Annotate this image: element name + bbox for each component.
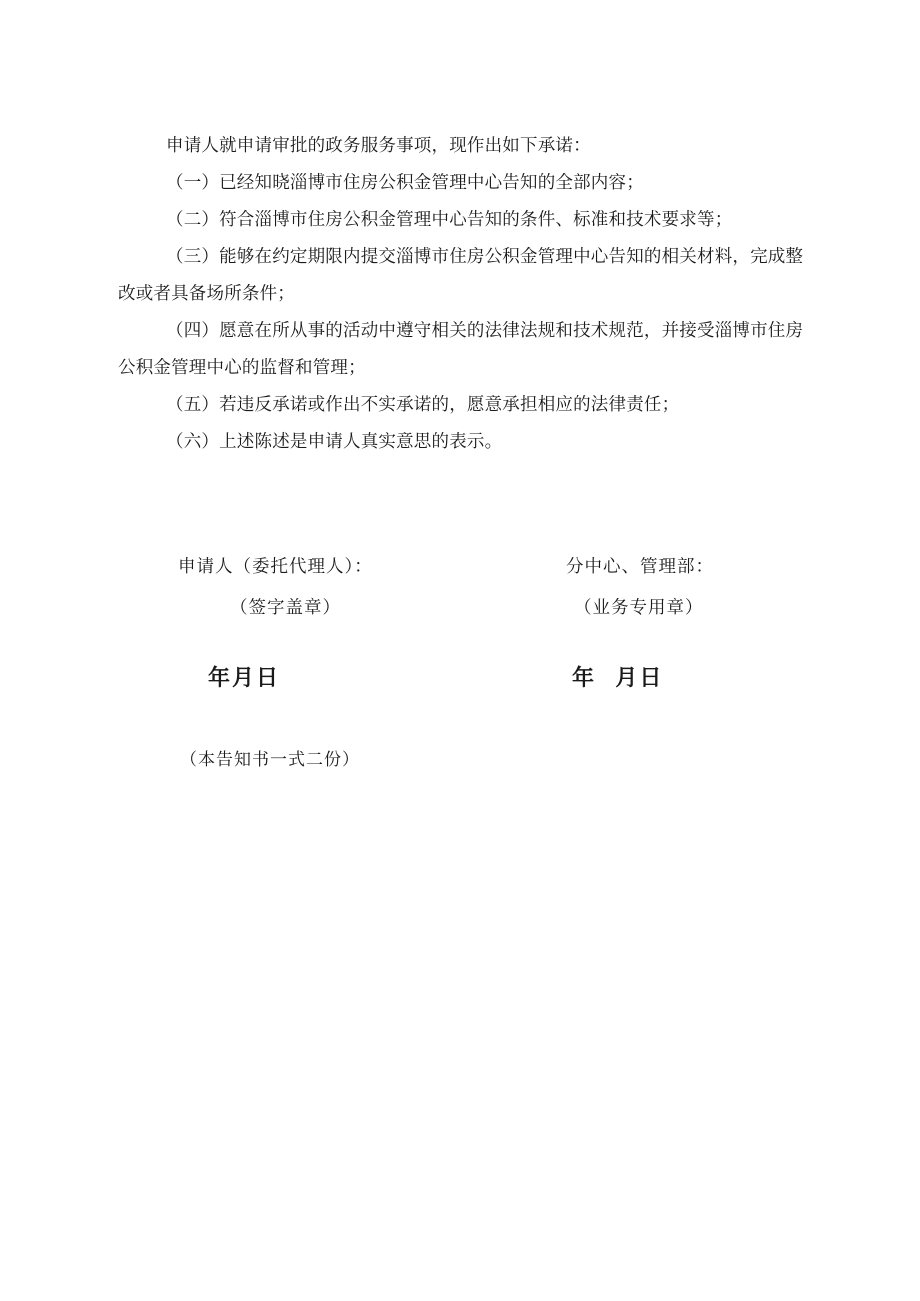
applicant-date: 年月日 xyxy=(208,665,281,691)
center-label: 分中心、管理部： xyxy=(566,557,714,577)
copies-note: （本告知书一式二份） xyxy=(180,750,360,770)
applicant-seal: （签字盖章） xyxy=(230,598,341,618)
center-date: 年 月日 xyxy=(572,665,664,691)
promise-body xyxy=(118,128,808,461)
promise-item-5: （五）若违反承诺或作出不实承诺的，愿意承担相应的法律责任； xyxy=(166,395,680,415)
promise-item-6: （六）上述陈述是申请人真实意思的表示。 xyxy=(166,432,503,452)
applicant-label: 申请人（委托代理人）： xyxy=(178,557,373,577)
center-seal: （业务专用章） xyxy=(574,598,704,618)
promise-item-3: （三）能够在约定期限内提交淄博市住房公积金管理中心告知的相关材料，完成整改或者具备场所条件； xyxy=(118,247,804,304)
promise-item-2: （二）符合淄博市住房公积金管理中心告知的条件、标准和技术要求等； xyxy=(166,210,733,230)
promise-intro: 申请人就申请审批的政务服务事项，现作出如下承诺： xyxy=(166,136,591,156)
promise-item-4: （四）愿意在所从事的活动中遵守相关的法律法规和技术规范，并接受淄博市住房公积金管理中心的监督和管理； xyxy=(118,321,804,378)
promise-item-1: （一）已经知晓淄博市住房公积金管理中心告知的全部内容； xyxy=(166,173,644,193)
